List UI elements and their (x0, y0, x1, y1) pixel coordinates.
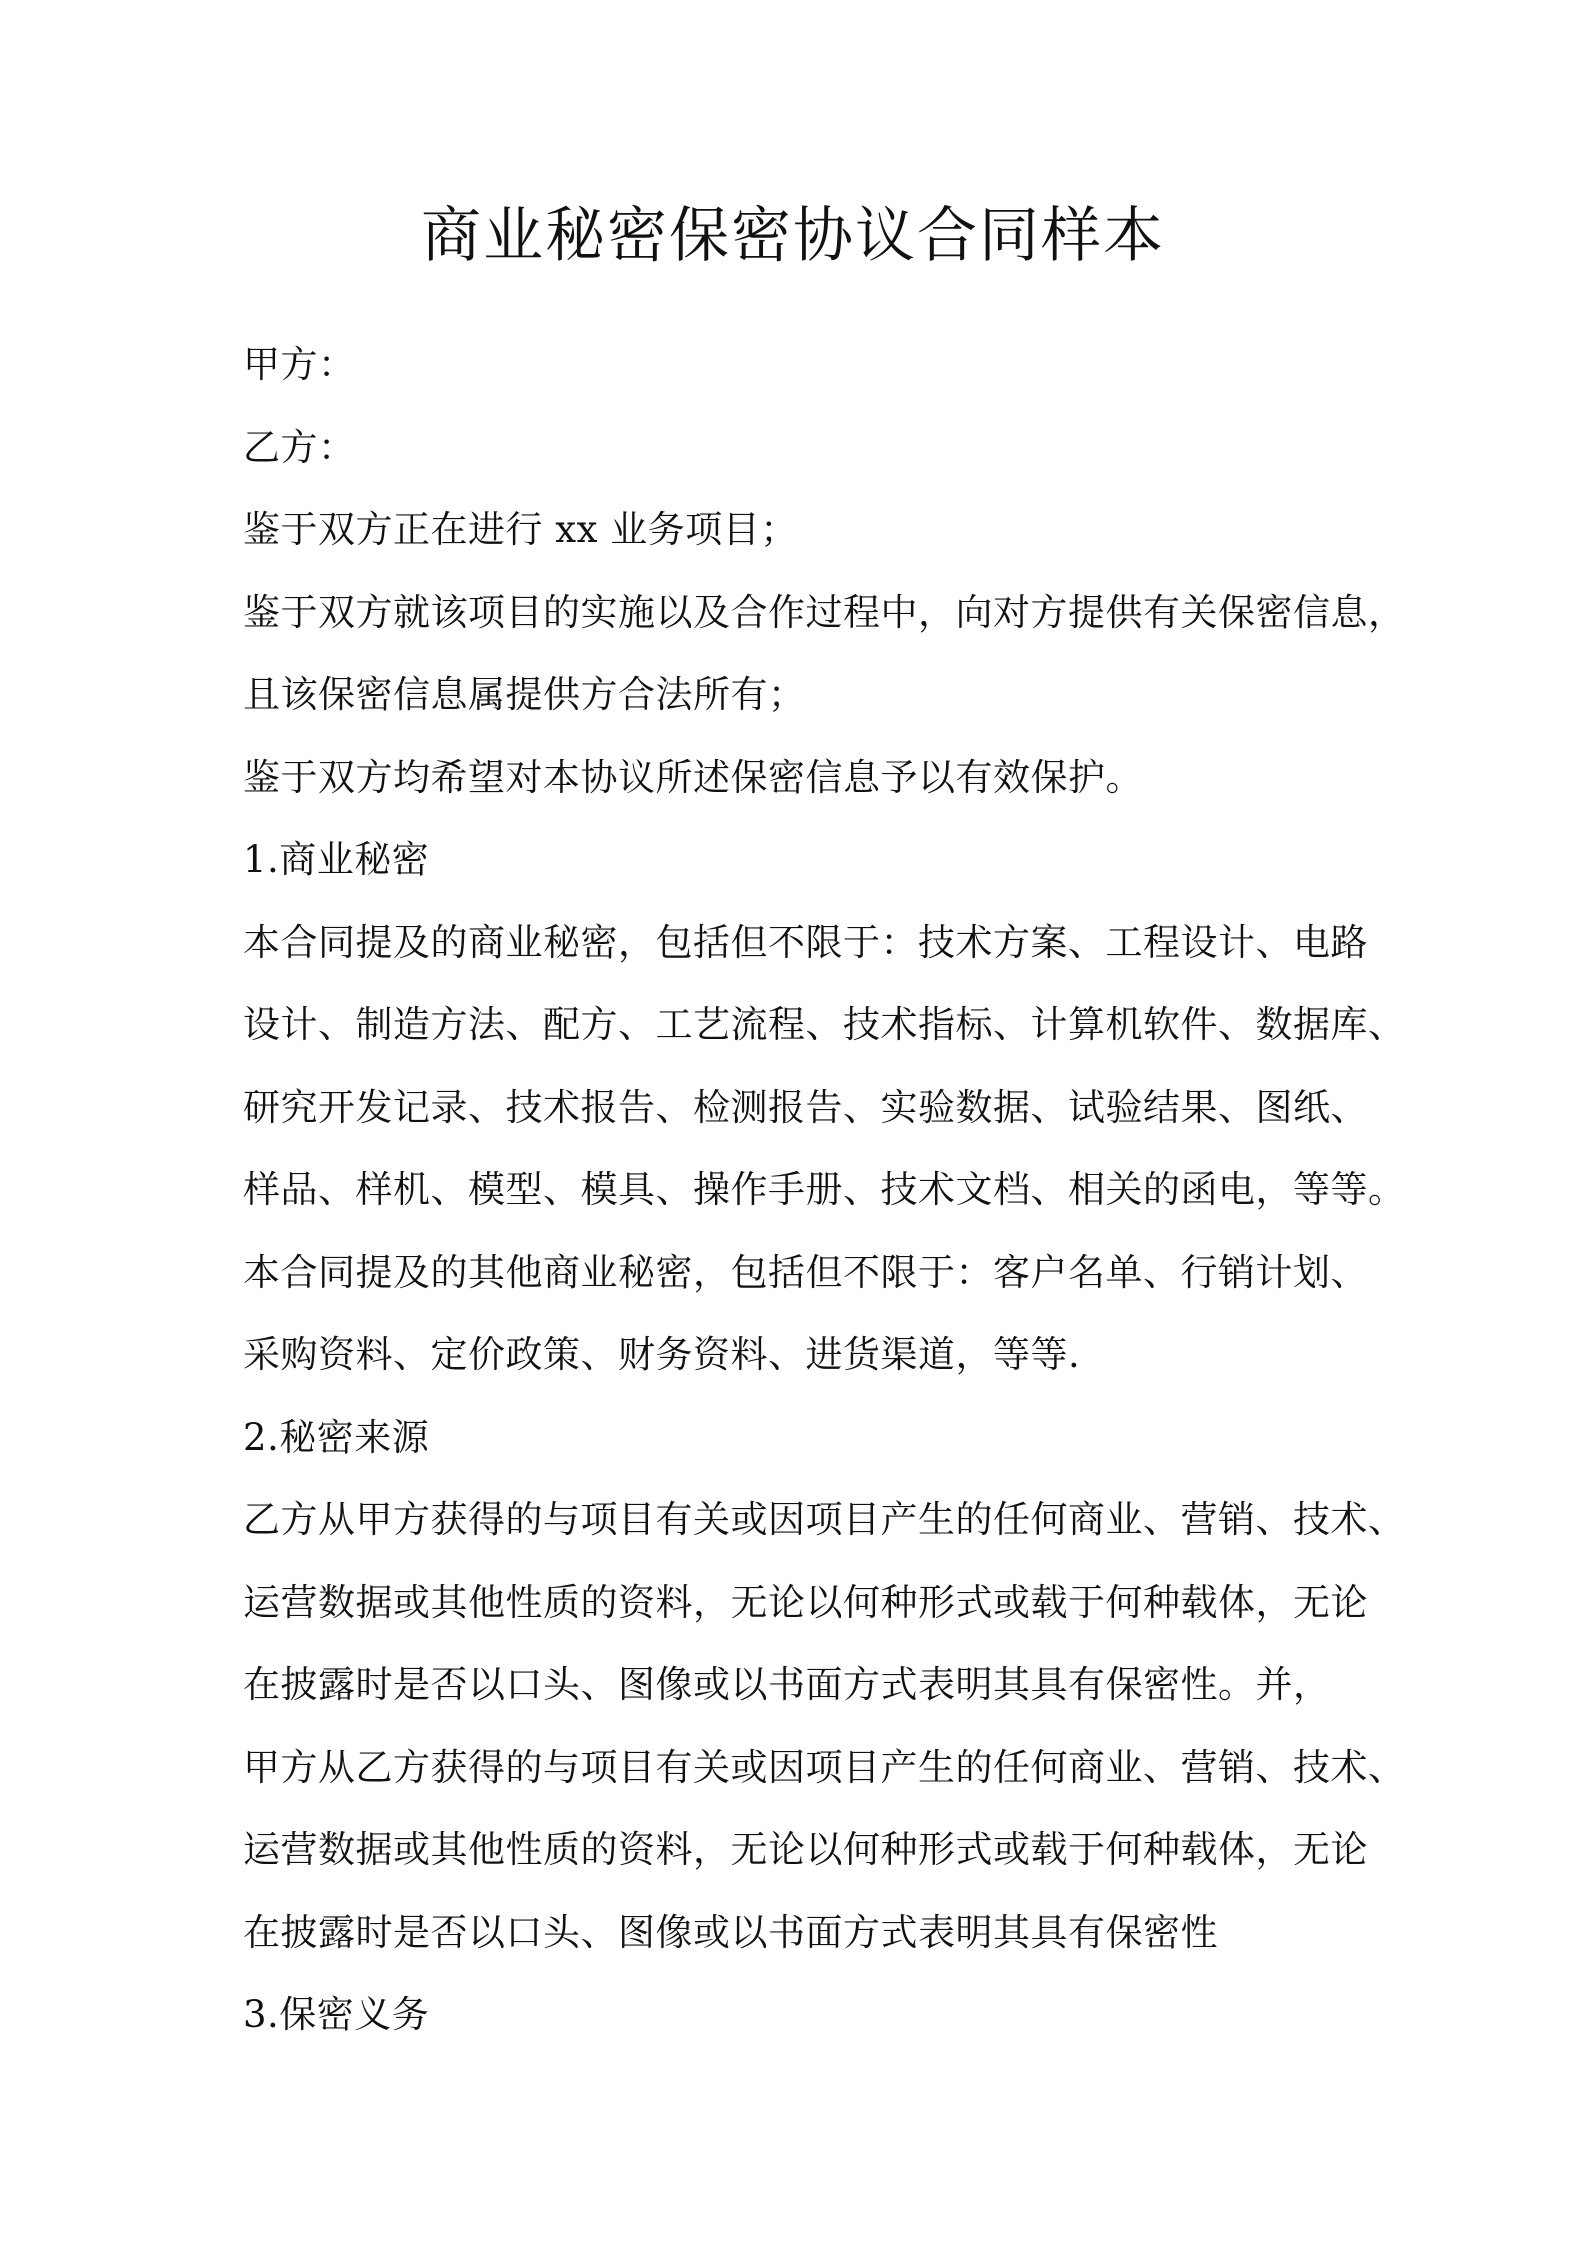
paragraph-line: 样品、样机、模型、模具、操作手册、技术文档、相关的函电，等等。 (243, 1168, 1406, 1211)
paragraph-line: 本合同提及的其他商业秘密，包括但不限于：客户名单、行销计划、 (243, 1250, 1368, 1294)
paragraph-line: 鉴于双方就该项目的实施以及合作过程中，向对方提供有关保密信息， (243, 590, 1406, 634)
party-a-line: 甲方： (243, 343, 356, 386)
paragraph-line: 在披露时是否以口头、图像或以书面方式表明其具有保密性 (243, 1910, 1218, 1954)
paragraph-line: 甲方从乙方获得的与项目有关或因项目产生的任何商业、营销、技术、 (243, 1745, 1406, 1789)
paragraph-line: 设计、制造方法、配方、工艺流程、技术指标、计算机软件、数据库、 (243, 1003, 1406, 1046)
document-body (243, 324, 1406, 2057)
paragraph-line: 运营数据或其他性质的资料，无论以何种形式或载于何种载体，无论 (243, 1828, 1368, 1871)
paragraph-line: 乙方从甲方获得的与项目有关或因项目产生的任何商业、营销、技术、 (243, 1498, 1406, 1541)
document-title: 商业秘密保密协议合同样本 (421, 201, 1165, 271)
section-heading: 1.商业秘密 (243, 838, 430, 881)
paragraph-line: 在披露时是否以口头、图像或以书面方式表明其具有保密性。并， (243, 1663, 1331, 1706)
paragraph-line: 且该保密信息属提供方合法所有； (243, 673, 806, 716)
section-heading: 3.保密义务 (243, 1993, 430, 2036)
party-b-line: 乙方： (243, 425, 356, 469)
paragraph-line: 鉴于双方均希望对本协议所述保密信息予以有效保护。 (243, 755, 1143, 799)
paragraph-line: 鉴于双方正在进行 xx 业务项目； (243, 508, 798, 551)
paragraph-line: 本合同提及的商业秘密，包括但不限于：技术方案、工程设计、电路 (243, 920, 1368, 964)
paragraph-line: 采购资料、定价政策、财务资料、进货渠道，等等. (243, 1333, 1081, 1376)
paragraph-line: 运营数据或其他性质的资料，无论以何种形式或载于何种载体，无论 (243, 1580, 1368, 1624)
section-heading: 2.秘密来源 (243, 1415, 430, 1459)
paragraph-line: 研究开发记录、技术报告、检测报告、实验数据、试验结果、图纸、 (243, 1085, 1368, 1129)
